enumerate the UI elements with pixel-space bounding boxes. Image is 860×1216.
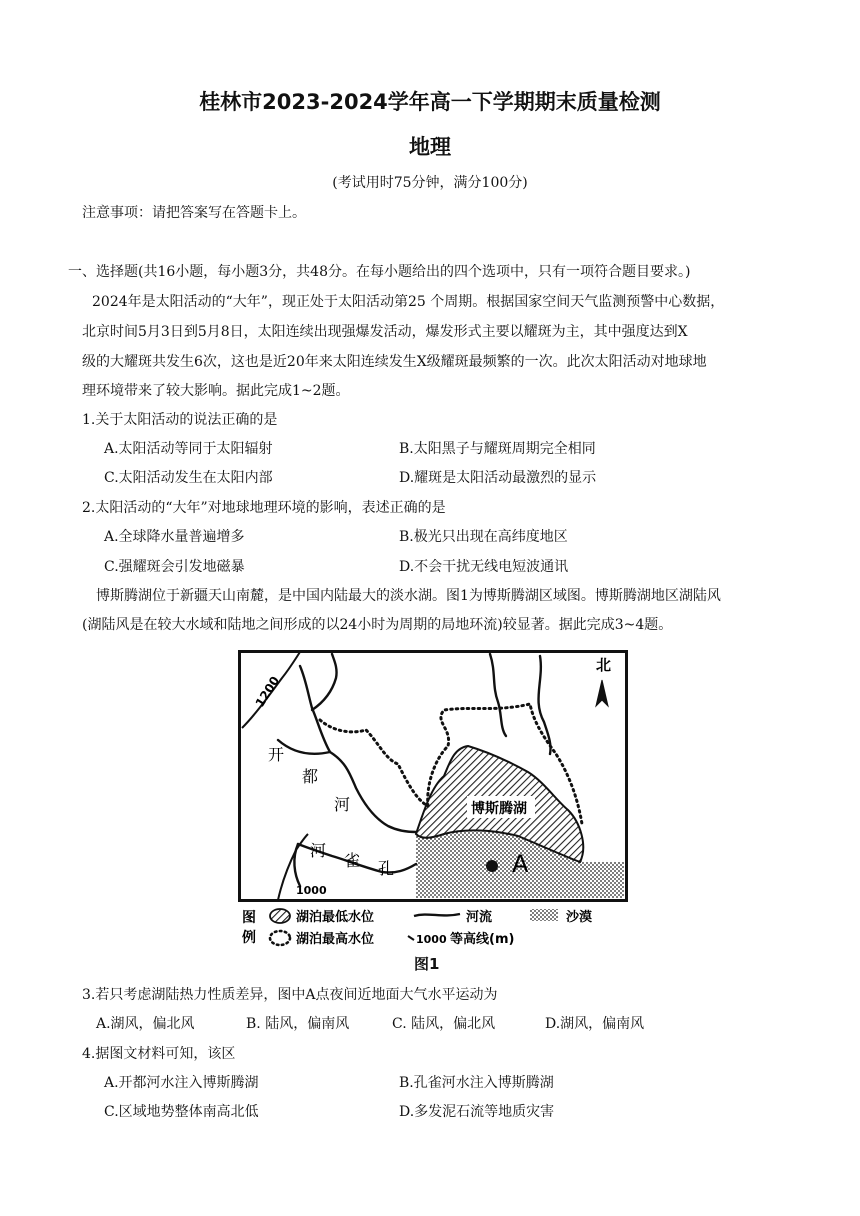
passage2-line: (湖陆风是在较大水域和陆地之间形成的以24小时为周期的局地环流)较显著。据此完成3~4题。 [82,617,673,633]
page-title: 桂林市2023-2024学年高一下学期期末质量检测 [199,90,661,114]
option-b: B.极光只出现在高纬度地区 [399,529,568,545]
option-b: B.孔雀河水注入博斯腾湖 [399,1075,554,1091]
subject-title: 地理 [409,135,451,159]
legend-title: 图 [242,910,256,926]
legend-desert-swatch [530,909,558,921]
river-label-kongque: 孔 [378,859,395,878]
legend-highest-label: 湖泊最高水位 [296,932,375,947]
contour-label-1200: 1200 [252,673,283,710]
river-label-kaidu: 都 [302,767,319,786]
river-label-kongque: 河 [310,841,327,860]
river-label-kaidu: 开 [268,745,285,764]
option-b: B. 陆风，偏南风 [246,1016,350,1032]
map-legend [238,902,628,952]
bosten-lake-map [238,650,628,902]
option-a: A.全球降水量普遍增多 [104,529,245,545]
legend-river-swatch [414,914,460,916]
option-a: A.湖风，偏北风 [96,1016,195,1032]
option-c: C. 陆风，偏北风 [392,1016,496,1032]
option-d: D.不会干扰无线电短波通讯 [399,559,569,575]
river-label-kongque: 雀 [344,851,361,870]
option-c: C.太阳活动发生在太阳内部 [104,470,273,486]
option-c: C.区域地势整体南高北低 [104,1104,259,1120]
option-a: A.开都河水注入博斯腾湖 [104,1075,259,1091]
legend-lowest-label: 湖泊最低水位 [296,910,375,925]
exam-info: (考试用时75分钟，满分100分) [332,175,528,191]
question-stem: 2.太阳活动的“大年”对地球地理环境的影响，表述正确的是 [82,500,446,516]
river-label-kaidu: 河 [334,795,351,814]
contour-label-1000: 1000 [296,884,327,897]
section-heading: 一、选择题(共16小题，每小题3分，共48分。在每小题给出的四个选项中，只有一项符合题目要求。) [68,264,691,280]
point-a-label: A [512,850,529,878]
passage1-line: 理环境带来了较大影响。据此完成1~2题。 [82,383,350,399]
passage1-line: 2024年是太阳活动的“大年”，现正处于太阳活动第25 个周期。根据国家空间天气监测预警中心数据， [92,294,725,310]
option-a: A.太阳活动等同于太阳辐射 [104,441,273,457]
legend-lowest-swatch [270,909,290,923]
legend-contour-value: 1000 [416,933,447,946]
north-label: 北 [596,656,612,674]
option-c: C.强耀斑会引发地磁暴 [104,559,245,575]
passage1-line: 级的大耀斑共发生6次，这也是近20年来太阳连续发生X级耀斑最频繁的一次。此次太阳活动对地球地 [82,354,707,370]
legend-contour-swatch [408,936,414,940]
legend-title: 例 [242,930,256,946]
passage1-line: 北京时间5月3日到5月8日，太阳连续出现强爆发活动，爆发形式主要以耀斑为主，其中强度达到X [82,324,688,340]
option-d: D.多发泥石流等地质灾害 [399,1104,555,1120]
question-stem: 3.若只考虑湖陆热力性质差异，图中A点夜间近地面大气水平运动为 [82,987,498,1003]
passage2-line: 博斯腾湖位于新疆天山南麓，是中国内陆最大的淡水湖。图1为博斯腾湖区域图。博斯腾湖地区湖陆风 [96,588,721,604]
legend-highest-swatch [270,931,290,945]
question-stem: 4.据图文材料可知，该区 [82,1046,236,1062]
option-d: D.耀斑是太阳活动最激烈的显示 [399,470,597,486]
option-d: D.湖风，偏南风 [545,1016,645,1032]
legend-desert-label: 沙漠 [566,910,593,925]
point-a-marker [486,860,498,872]
legend-contour-label: 等高线(m) [450,932,515,947]
notice: 注意事项：请把答案写在答题卡上。 [82,205,306,221]
question-stem: 1.关于太阳活动的说法正确的是 [82,412,278,428]
lake-label: 博斯腾湖 [471,801,527,817]
legend-river-label: 河流 [466,910,493,925]
figure-caption: 图1 [414,955,440,973]
option-b: B.太阳黑子与耀斑周期完全相同 [399,441,596,457]
